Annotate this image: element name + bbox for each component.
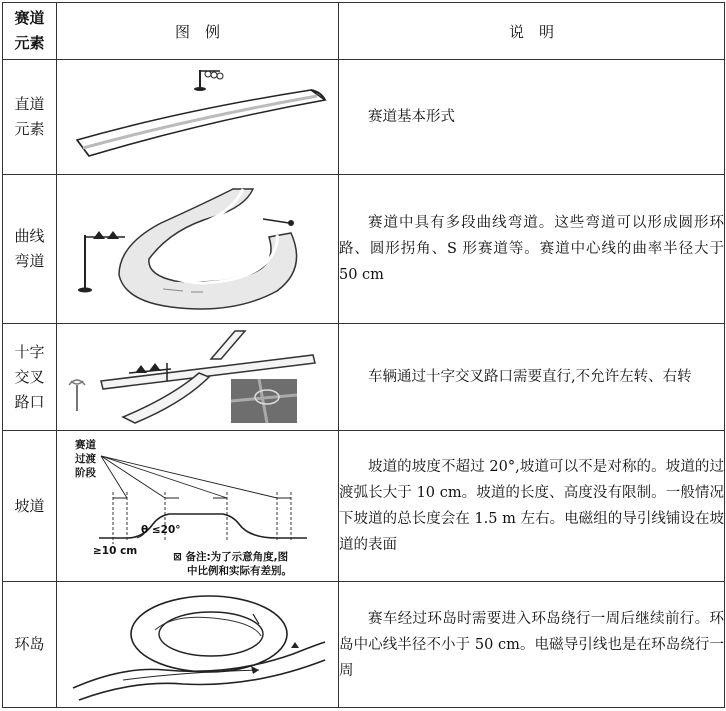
straight-track-illustration (57, 60, 339, 175)
row-name (3, 175, 57, 324)
row-description (339, 60, 725, 175)
row-name (3, 582, 57, 708)
row-name-line: 十字 (14, 342, 45, 361)
header-element-line: 赛道 (14, 9, 45, 27)
curve-track-image (63, 177, 333, 322)
row-name-line: 曲线 (14, 227, 45, 245)
straight-track-image (63, 62, 333, 172)
ramp-label-line: 赛道 (74, 439, 96, 451)
description-text: 坡道的坡度不超过 20°,坡道可以不是对称的。坡道的过渡弧长大于 10 cm。坡道的长度、高度没有限制。一般情况下坡道的总长度会在 1.5 m 左右。电磁组的导引线铺设在坡道的表面 (339, 459, 724, 553)
row-name-line: 交叉 (14, 367, 45, 386)
row-name-line: 元素 (14, 120, 45, 138)
row-description (339, 175, 725, 324)
curve-track-illustration (57, 175, 339, 324)
aerial-photo-icon (231, 379, 297, 423)
row-curve (3, 175, 725, 324)
header-element (3, 3, 57, 60)
row-name (3, 431, 57, 582)
header-row (3, 3, 725, 60)
ramp-label-line: 过渡 (74, 453, 96, 465)
ramp-note-line: ⊠ 备注:为了示意角度,图 (172, 551, 288, 563)
row-name-line: 坡道 (14, 496, 45, 515)
start-gate-icon (78, 231, 125, 293)
row-name-line: 路口 (14, 392, 45, 411)
header-element-line: 元素 (14, 34, 45, 52)
row-description (339, 582, 725, 708)
description-text: 赛车经过环岛时需要进入环岛绕行一周后继续前行。环岛中心线半径不小于 50 cm。电磁导引线也是在环岛绕行一周 (339, 610, 724, 679)
row-name-line: 环岛 (14, 635, 45, 653)
start-gate-icon (194, 70, 223, 91)
ramp-diagram (63, 432, 333, 580)
row-roundabout (3, 582, 725, 708)
ramp-label-line: 阶段 (74, 467, 96, 479)
row-name-line: 直道 (14, 95, 45, 113)
description-text: 赛道中具有多段曲线弯道。这些弯道可以形成圆形环路、圆形拐角、S 形赛道等。赛道中心线的曲率半径大于 50 cm (339, 215, 724, 283)
crossroad-illustration (57, 324, 339, 431)
description-text: 车辆通过十字交叉路口需要直行,不允许左转、右转 (368, 369, 692, 385)
ramp-illustration (57, 431, 339, 582)
row-description (339, 431, 725, 582)
ramp-length-label: ≥10 cm (92, 545, 137, 557)
roundabout-image (63, 584, 333, 706)
row-description (339, 324, 725, 431)
crossroad-image (63, 325, 333, 429)
roundabout-illustration (57, 582, 339, 708)
header-illustration: 图 例 (57, 3, 339, 60)
end-gate-icon (263, 219, 294, 226)
row-name (3, 60, 57, 175)
ramp-angle-label: θ ≤20° (140, 524, 181, 536)
row-name (3, 324, 57, 431)
header-description: 说 明 (339, 3, 725, 60)
ramp-note-line: 中比例和实际有差别。 (186, 565, 292, 577)
tree-icon (69, 380, 85, 411)
row-straight (3, 60, 725, 175)
row-ramp (3, 431, 725, 582)
row-name-line: 弯道 (14, 252, 45, 270)
track-elements-table (2, 2, 725, 708)
description-text: 赛道基本形式 (368, 109, 455, 125)
row-crossroad (3, 324, 725, 431)
